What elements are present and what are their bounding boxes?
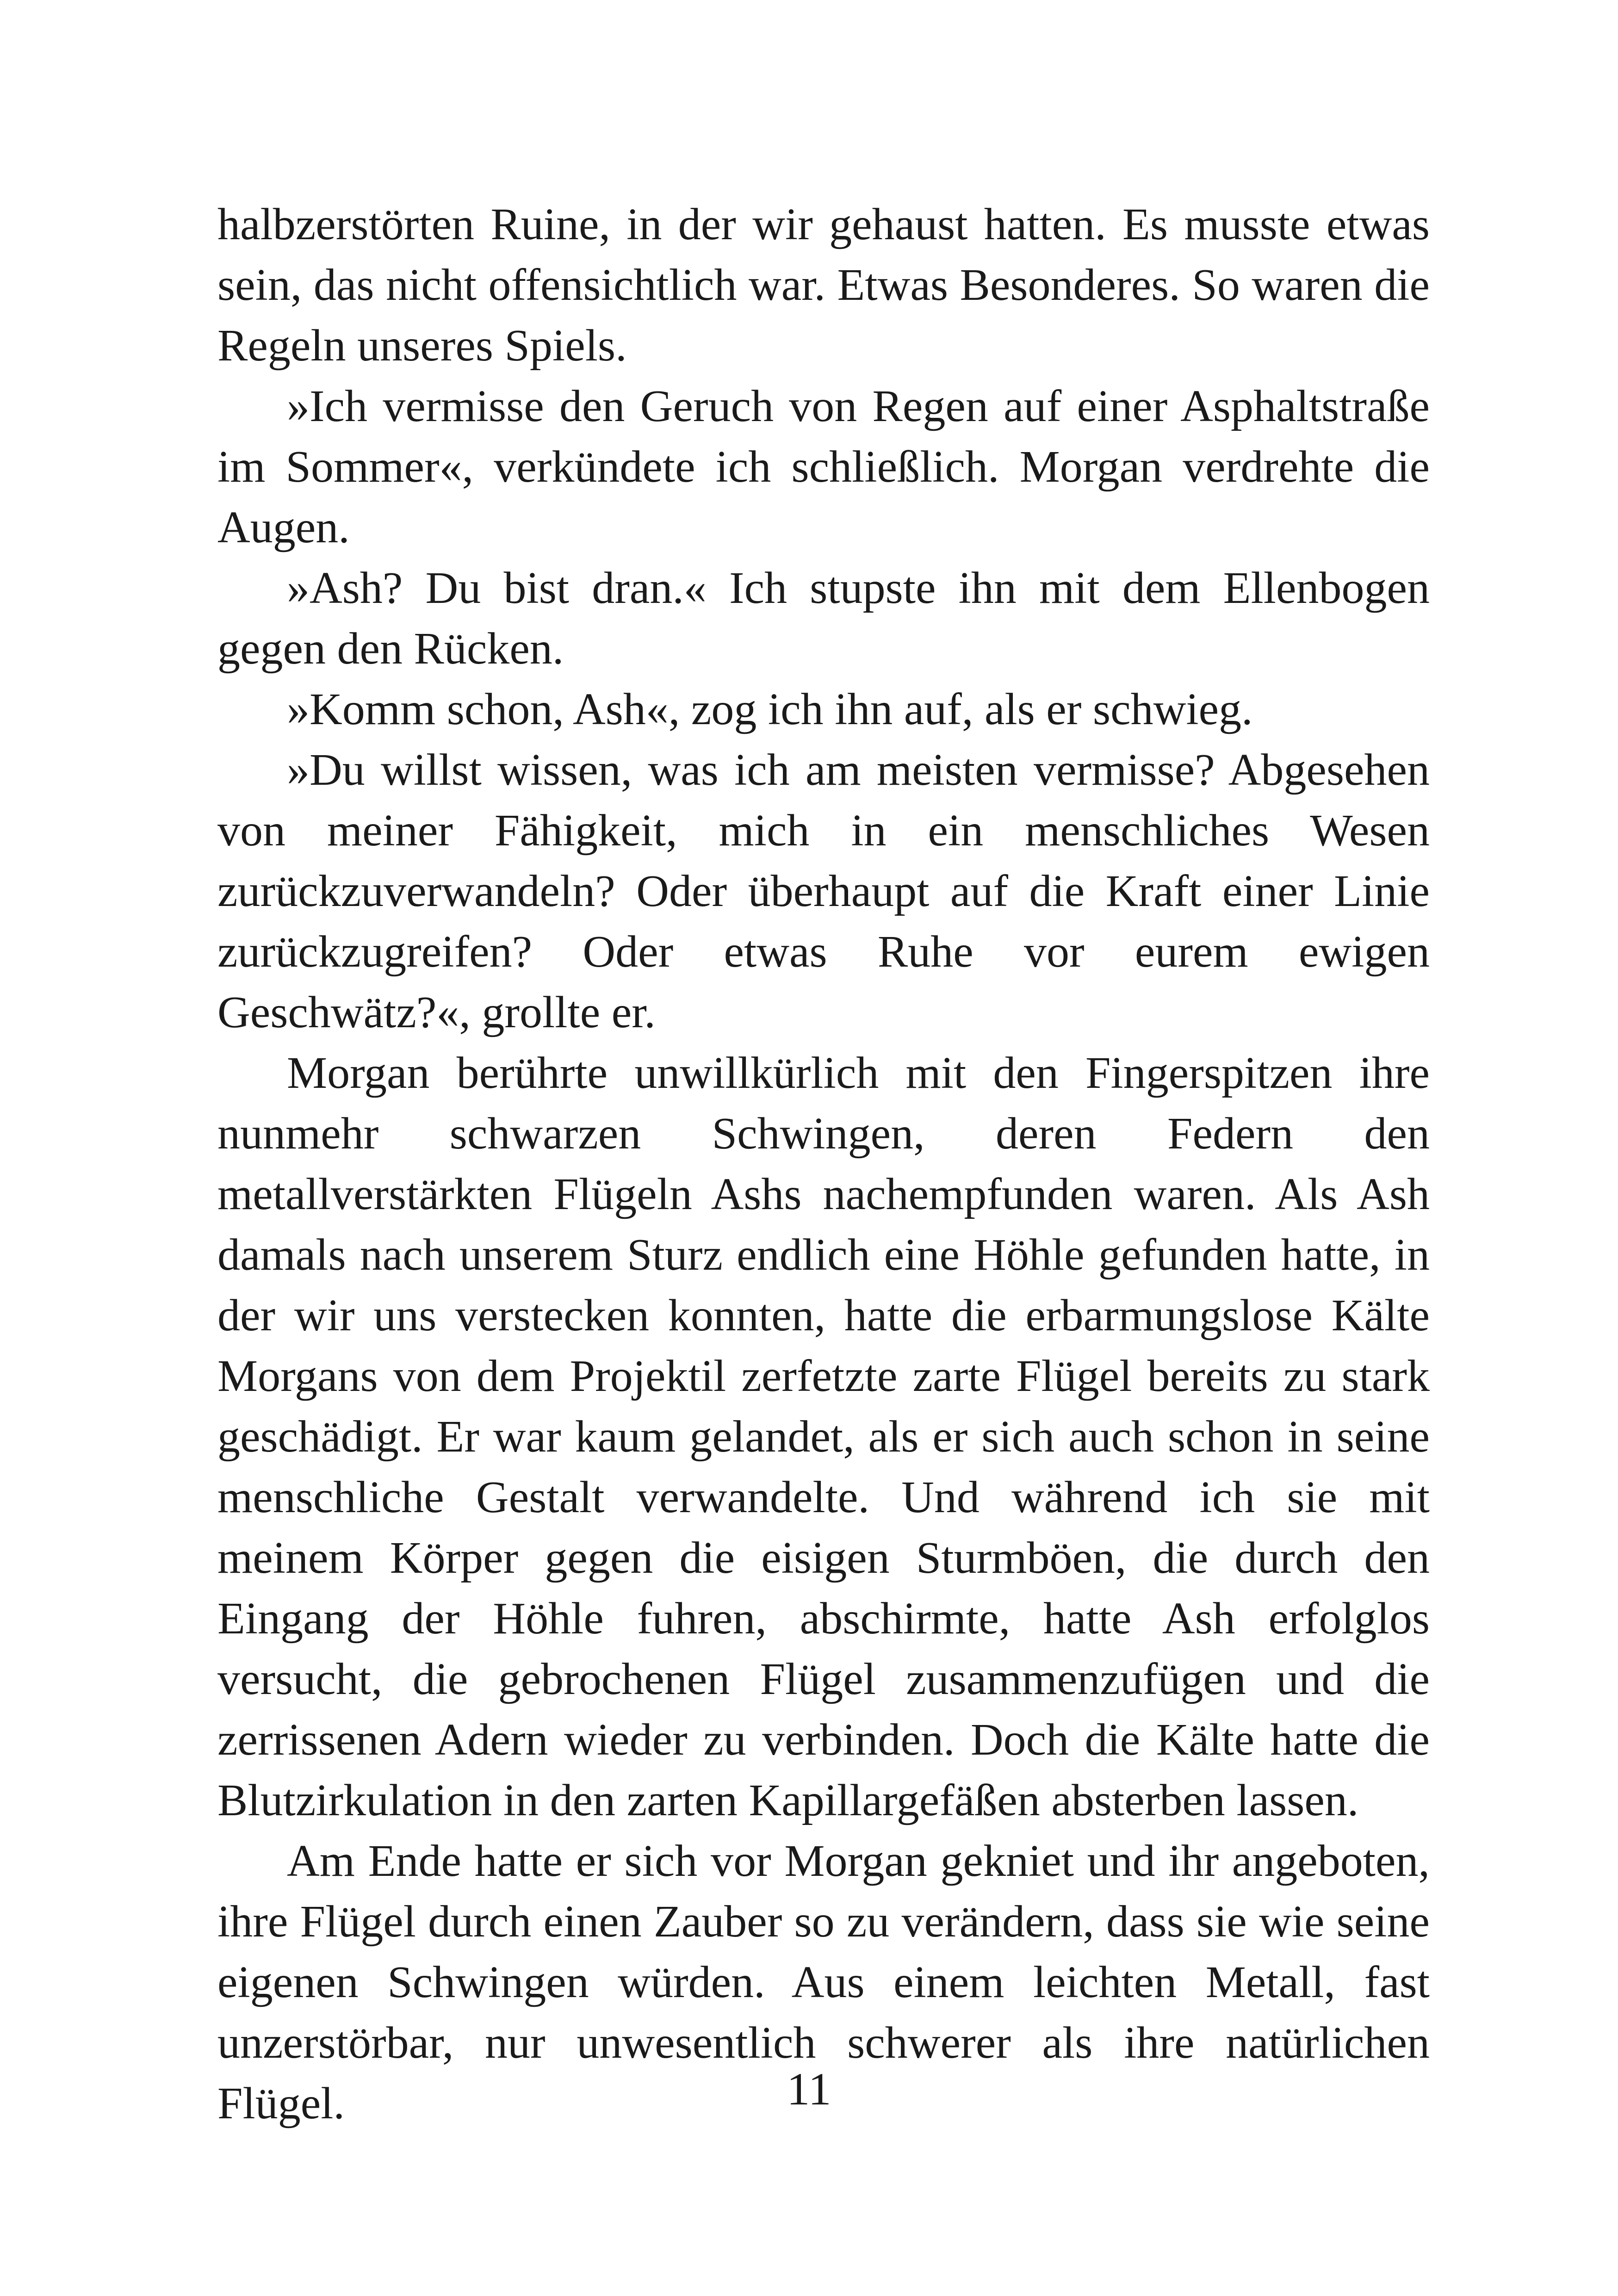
paragraph-continuation: halbzerstörten Ruine, in der wir gehaust hatten. Es musste etwas sein, das nicht offensichtlich war. Etwas Besonderes. So waren die Regeln unseres Spiels. <box>217 199 1430 371</box>
paragraph-dialogue: »Du willst wissen, was ich am meisten vermisse? Abgesehen von meiner Fähigkeit, mich in ein menschliches Wesen zurückzuverwandeln? Oder überhaupt auf die Kraft einer Linie zurückzugreifen? Oder etwas Ruhe vor eurem ewigen Geschwätz?«, grollte er. <box>217 745 1430 1037</box>
paragraph-dialogue: »Ich vermisse den Geruch von Regen auf einer Asphaltstraße im Sommer«, verkündete ich schließlich. Morgan verdrehte die Augen. <box>217 381 1430 552</box>
paragraph-dialogue: »Komm schon, Ash«, zog ich ihn auf, als er schwieg. <box>287 684 1253 734</box>
page-number: 11 <box>787 2063 831 2115</box>
paragraph-dialogue: »Ash? Du bist dran.« Ich stupste ihn mit dem Ellenbogen gegen den Rücken. <box>217 563 1430 674</box>
paragraph-narration: Am Ende hatte er sich vor Morgan gekniet und ihr angeboten, ihre Flügel durch einen Zauber so zu verändern, dass sie wie seine eigenen Schwingen würden. Aus einem leichten Metall, fast unzerstörbar, nur unwesentlich schwerer als ihre natürlichen Flügel. <box>217 1836 1430 2128</box>
body-text <box>217 194 1430 2134</box>
paragraph-narration: Morgan berührte unwillkürlich mit den Fingerspitzen ihre nunmehr schwarzen Schwingen, deren Federn den metallverstärkten Flügeln Ashs nachempfunden waren. Als Ash damals nach unserem Sturz endlich eine Höhle gefunden hatte, in der wir uns verstecken konnten, hatte die erbarmungslose Kälte Morgans von dem Projektil zerfetzte zarte Flügel bereits zu stark geschädigt. Er war kaum gelandet, als er sich auch schon in seine menschliche Gestalt verwandelte. Und während ich sie mit meinem Körper gegen die eisigen Sturmböen, die durch den Eingang der Höhle fuhren, abschirmte, hatte Ash erfolglos versucht, die gebrochenen Flügel zusammenzufügen und die zerrissenen Adern wieder zu verbinden. Doch die Kälte hatte die Blutzirkulation in den zarten Kapillargefäßen absterben lassen. <box>217 1048 1430 1825</box>
